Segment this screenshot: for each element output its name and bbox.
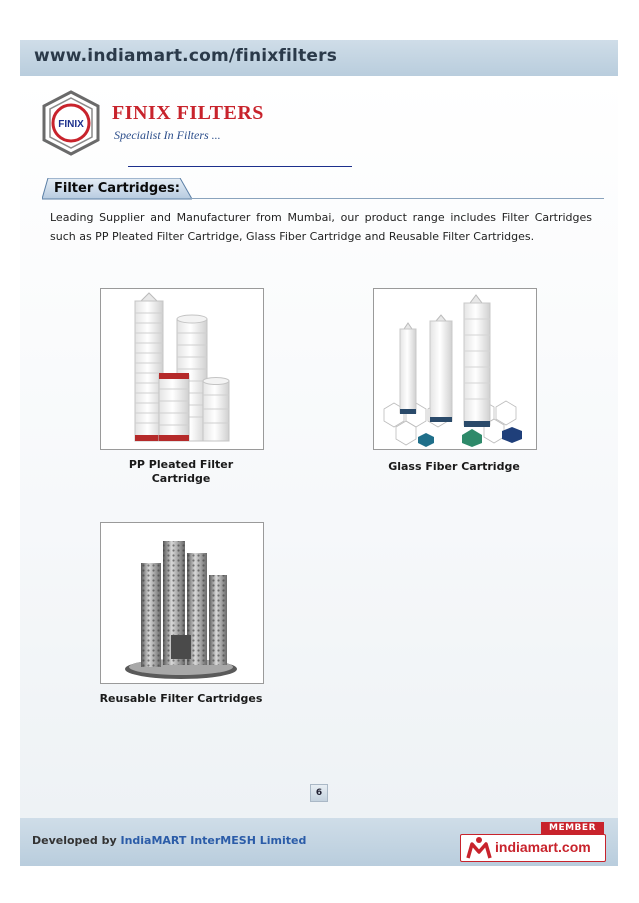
developed-by [32,834,306,847]
site-url[interactable]: www.indiamart.com/finixfilters [34,46,338,66]
brand-name: FINIX FILTERS [112,102,264,124]
developer-company-link[interactable]: IndiaMART InterMESH Limited [120,834,307,847]
content-area [20,76,618,818]
product-caption-reusable[interactable]: Reusable Filter Cartridges [99,692,263,705]
product-caption-glass-fiber[interactable]: Glass Fiber Cartridge [388,460,520,473]
section-title: Filter Cartridges: [54,181,180,196]
badge-text: FINIX [58,119,84,130]
intro-paragraph: Leading Supplier and Manufacturer from Mumbai, our product range includes Filter Cartridges such as PP Pleated Filter Cartridge, Glass Fiber Cartridge and Reusable Filter Cartridges. [50,211,592,243]
indiamart-m-icon [465,836,493,860]
finix-badge-icon [40,90,102,156]
indiamart-member-badge[interactable] [458,822,608,862]
reusable-cartridge-icon [101,523,263,683]
section-underline [188,198,604,199]
pp-pleated-cartridge-icon [101,289,263,449]
header-bar [20,40,618,76]
product-image-pp-pleated[interactable] [100,288,264,450]
page-number: 6 [310,784,328,802]
brand-tagline: Specialist In Filters ... [114,128,221,142]
section-header [42,178,604,200]
product-image-glass-fiber[interactable] [373,288,537,450]
indiamart-logo [460,834,606,862]
product-image-reusable[interactable] [100,522,264,684]
glass-fiber-cartridge-icon [374,289,536,449]
footer-bar [20,818,618,866]
product-caption-pp-pleated[interactable]: PP Pleated Filter Cartridge [128,458,234,485]
indiamart-brand: indiamart.com [495,839,591,855]
logo-divider [128,166,352,167]
company-logo [40,84,352,164]
developed-by-label: Developed by [32,834,117,847]
member-label: MEMBER [541,822,604,834]
